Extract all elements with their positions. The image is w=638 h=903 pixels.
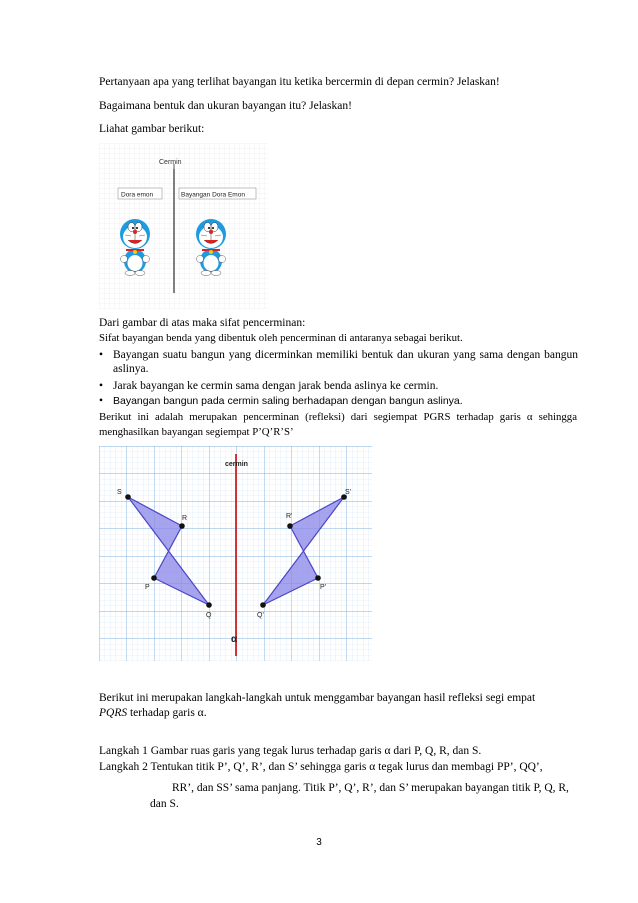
point-r: [179, 523, 185, 529]
left-label: Dora emon: [121, 191, 154, 199]
label-p-prime: P': [320, 584, 327, 591]
see-figure-text: Liahat gambar berikut:: [99, 123, 205, 135]
mirror-figure: [99, 143, 268, 309]
label-s-prime: S': [345, 489, 352, 496]
point-p-prime: [315, 575, 321, 581]
conclusion-title: Dari gambar di atas maka sifat pencerminan:: [99, 317, 306, 329]
reflection-figure: [99, 446, 372, 661]
conclusion-intro: Sifat bayangan benda yang dibentuk oleh pencerminan di antaranya sebagai berikut.: [99, 332, 463, 344]
label-r: R: [182, 515, 188, 522]
label-q: Q: [206, 612, 212, 619]
bullet-text: Bayangan suatu bangun yang dicerminkan memiliki bentuk dan ukuran yang sama dengan bangun aslinya.: [113, 349, 578, 375]
point-r-prime: [287, 523, 293, 529]
step-1: Langkah 1 Gambar ruas garis yang tegak lurus terhadap garis α dari P, Q, R, dan S.: [99, 745, 482, 757]
steps-intro-shape: PQRS: [99, 707, 128, 719]
question-1: Pertanyaan apa yang terlihat bayangan itu ketika bercermin di depan cermin? Jelaskan!: [99, 76, 500, 88]
label-s: S: [117, 489, 122, 496]
point-q-prime: [260, 602, 266, 608]
bullet-icon: •: [99, 349, 104, 361]
step-2-line-2: RR’, dan SS’ sama panjang. Titik P’, Q’, R’, dan S’ merupakan bayangan titik P, Q, R,: [172, 782, 569, 794]
bullet-icon: •: [99, 395, 104, 407]
right-label: Bayangan Dora Emon: [181, 191, 245, 199]
point-p: [151, 575, 157, 581]
bullet-icon: •: [99, 380, 104, 392]
bullet-item: [99, 394, 578, 409]
bullet-item: [99, 348, 578, 378]
point-q: [206, 602, 212, 608]
bullet-text: Jarak bayangan ke cermin sama dengan jarak benda aslinya ke cermin.: [113, 380, 439, 392]
mirror-label: Cermin: [159, 159, 182, 166]
label-r-prime: R': [286, 513, 293, 520]
steps-intro-line-1: Berikut ini merupakan langkah-langkah untuk menggambar bayangan hasil refleksi segi empat: [99, 692, 536, 704]
reflection-intro: Berikut ini adalah merupakan pencerminan (refleksi) dari segiempat PGRS terhadap garis α sehingga menghasilkan bayangan segiempat P’Q’R’S’: [99, 411, 577, 438]
point-s: [125, 494, 131, 500]
label-p: P: [145, 584, 150, 591]
mirror-label: cermin: [225, 461, 248, 468]
bullet-text: Bayangan bangun pada cermin saling berhadapan dengan bangun aslinya.: [113, 395, 463, 407]
axis-label: α: [231, 634, 238, 645]
page-number: 3: [316, 837, 322, 848]
step-2-line-1: Langkah 2 Tentukan titik P’, Q’, R’, dan S’ sehingga garis α tegak lurus dan membagi PP’, QQ’,: [99, 761, 543, 773]
steps-intro-line-2: [99, 706, 207, 721]
bullet-item: [99, 379, 578, 394]
steps-intro-rest: terhadap garis α.: [127, 707, 207, 719]
question-2: Bagaimana bentuk dan ukuran bayangan itu? Jelaskan!: [99, 100, 352, 112]
label-q-prime: Q': [257, 612, 264, 619]
mirror-figure-svg: [99, 143, 268, 309]
step-2-line-3: dan S.: [150, 798, 179, 810]
reflection-figure-svg: [99, 446, 372, 661]
